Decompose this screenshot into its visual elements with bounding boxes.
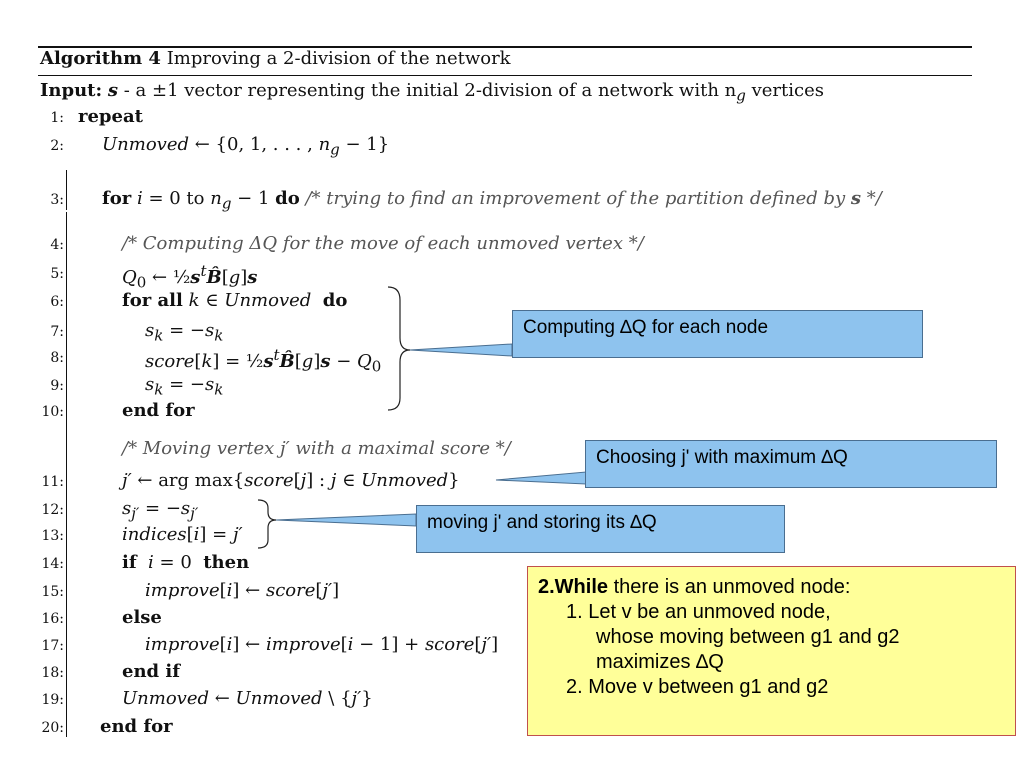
algorithm-line: $s_k = -s_k$: [145, 320, 224, 345]
input-sub: g: [736, 86, 746, 105]
line-number: 1:: [50, 110, 64, 126]
algorithm-line: end for: [122, 400, 195, 421]
algorithm-line: $s_{j'} = -s_{j'}$: [122, 498, 199, 523]
line-number: 2:: [50, 138, 64, 154]
line-number: 4:: [50, 237, 64, 253]
callout-compute: Computing ∆Q for each node: [512, 310, 923, 358]
algorithm-line: score[k] = $\frac{1}{2}s^tB̂[g]s - Q_0$: [145, 346, 382, 376]
line-number: 10:: [41, 404, 64, 420]
line-number: 13:: [41, 528, 64, 544]
algorithm-line: end for: [100, 716, 173, 737]
input-label: Input:: [40, 80, 103, 101]
line-number: 6:: [50, 294, 64, 310]
line-number: 12:: [41, 502, 64, 518]
bracket-compute: [388, 287, 410, 410]
algorithm-line: else: [122, 607, 162, 628]
summary-item-1: 1. Let v be an unmoved node,: [566, 601, 831, 623]
summary-heading: [538, 575, 1005, 600]
line-number: 7:: [50, 324, 64, 340]
line-number: 5:: [50, 266, 64, 282]
algorithm-line: Unmoved ← {0, 1, . . . , $n_g - 1$}: [102, 134, 390, 159]
bracket-move: [258, 500, 276, 548]
line-number: 9:: [50, 378, 64, 394]
algorithm-line: $s_k = -s_k$: [145, 374, 224, 399]
algorithm-line: end if: [122, 661, 180, 682]
line-number: 19:: [41, 692, 64, 708]
arrow-move: [276, 514, 416, 526]
callout-move: moving j' and storing its ∆Q: [416, 505, 785, 553]
input-tail: vertices: [745, 80, 824, 101]
line-number: 8:: [50, 350, 64, 366]
algorithm-line: /* Moving vertex j′ with a maximal score */: [122, 438, 511, 459]
line-number: 16:: [41, 611, 64, 627]
line-number: 11:: [41, 474, 64, 490]
arrow-choose: [496, 472, 586, 484]
algorithm-line: improve[i] ← score[j′]: [145, 580, 340, 601]
algorithm-line: repeat: [78, 106, 143, 127]
algorithm-line: j′ ← arg max{score[j] : j ∈ Unmoved}: [122, 470, 460, 491]
summary-heading-rest: there is an unmoved node:: [608, 576, 851, 598]
arrow-compute: [410, 344, 512, 356]
algorithm-label: Algorithm 4: [40, 48, 161, 69]
algorithm-line: Unmoved ← Unmoved \ {j′}: [122, 688, 373, 709]
summary-item-2: 2. Move v between g1 and g2: [566, 676, 829, 698]
algorithm-line: if i = 0 then: [122, 552, 250, 573]
input-var: s: [107, 80, 119, 101]
algorithm-line: for i = 0 to $n_g - 1$ do /* trying to find an improvement of the partition defined by s */: [102, 188, 882, 213]
callout-choose: Choosing j' with maximum ∆Q: [585, 440, 997, 488]
line-number: 15:: [41, 584, 64, 600]
input-text: - a ±1 vector representing the initial 2-division of a network with n: [118, 80, 737, 101]
summary-item-1-line-2: whose moving between g1 and g2: [596, 626, 900, 648]
line-number: 18:: [41, 665, 64, 681]
line-number: 3:: [50, 192, 64, 208]
line-number: 20:: [41, 720, 64, 736]
algorithm-line: for all k ∈ Unmoved do: [122, 290, 348, 311]
algorithm-line: improve[i] ← improve[i − 1] + score[j′]: [145, 634, 499, 655]
algorithm-line: $Q_0$ ← $\frac{1}{2}s^tB̂[g]s$: [122, 262, 258, 292]
line-number: 14:: [41, 556, 64, 572]
algorithm-name: Improving a 2-division of the network: [160, 48, 511, 69]
algorithm-line: indices[i] = j′: [122, 524, 243, 545]
algorithm-line: /* Computing ΔQ for the move of each unmoved vertex */: [122, 233, 644, 254]
summary-box: [527, 566, 1016, 736]
line-number: 17:: [41, 638, 64, 654]
summary-item-1-line-3: maximizes ∆Q: [596, 651, 724, 673]
summary-heading-bold: 2.While: [538, 576, 609, 598]
